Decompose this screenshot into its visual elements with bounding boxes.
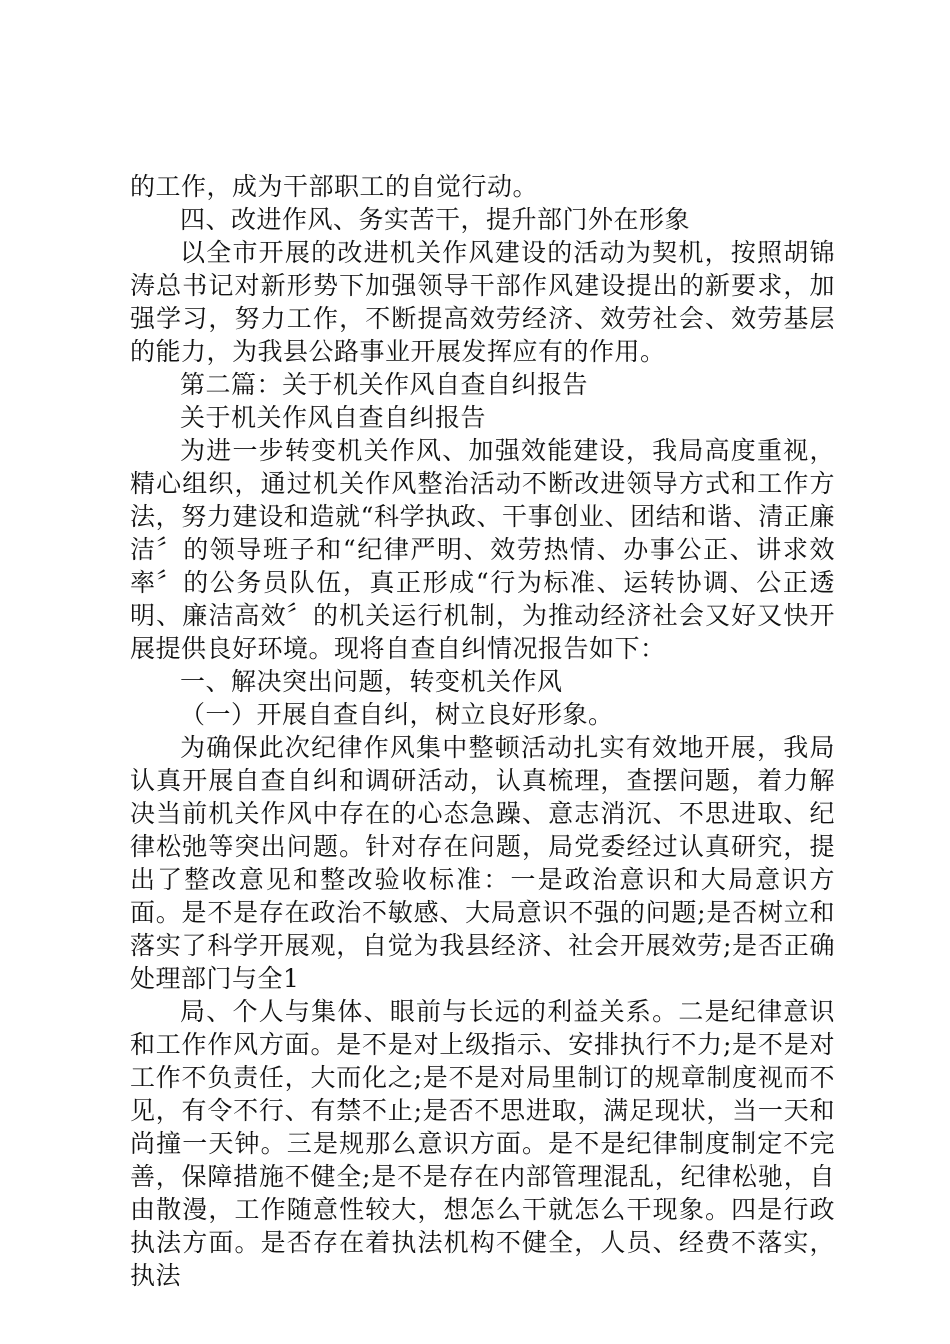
section-heading-four: 四、改进作风、务实苦干，提升部门外在形象 [180, 205, 691, 234]
section-heading-one: 一、解决突出问题，转变机关作风 [180, 667, 563, 696]
subsection-heading: （一）开展自查自纠，树立良好形象。 [180, 700, 614, 729]
chapter-heading: 第二篇：关于机关作风自查自纠报告 [180, 370, 589, 399]
paragraph-body: 为进一步转变机关作风、加强效能建设，我局高度重视，精心组织，通过机关作风整治活动不断改进领导方式和工作方法，努力建设和造就“科学执政、干事创业、团结和谐、清正廉洁〞的领导班子和“纪律严明、效劳热情、办事公正、讲求效率〞的公务员队伍，真正形成“行为标准、运转协调、公正透明、廉洁高效〞的机关运行机制，为推动经济社会又好又快开展提供良好环境。现将自查自纠情况报告如下： [130, 436, 835, 663]
paragraph-body: 局、个人与集体、眼前与长远的利益关系。二是纪律意识和工作作风方面。是不是对上级指示、安排执行不力;是不是对工作不负责任，大而化之;是不是对局里制订的规章制度视而不见，有令不行、有禁不止;是否不思进取，满足现状，当一天和尚撞一天钟。三是规那么意识方面。是不是纪律制度制定不完善，保障措施不健全;是不是存在内部管理混乱，纪律松驰，自由散漫，工作随意性较大，想怎么干就怎么干现象。四是行政执法方面。是否存在着执法机构不健全，人员、经费不落实，执法 [130, 997, 835, 1290]
paragraph-body: 为确保此次纪律作风集中整顿活动扎实有效地开展，我局认真开展自查自纠和调研活动，认真梳理，查摆问题，着力解决当前机关作风中存在的心态急躁、意志消沉、不思进取、纪律松弛等突出问题。针对存在问题，局党委经过认真研究，提出了整改意见和整改验收标准：一是政治意识和大局意识方面。是不是存在政治不敏感、大局意识不强的问题;是否树立和落实了科学开展观，自觉为我县经济、社会开展效劳;是否正确处理部门与全1 [130, 733, 835, 993]
paragraph-continuation: 的工作，成为干部职工的自觉行动。 [130, 172, 539, 201]
paragraph-body: 以全市开展的改进机关作风建设的活动为契机，按照胡锦涛总书记对新形势下加强领导干部作风建设提出的新要求，加强学习，努力工作，不断提高效劳经济、效劳社会、效劳基层的能力，为我县公路事业开展发挥应有的作用。 [130, 238, 835, 366]
document-body [130, 170, 835, 1292]
report-title: 关于机关作风自查自纠报告 [180, 403, 487, 432]
